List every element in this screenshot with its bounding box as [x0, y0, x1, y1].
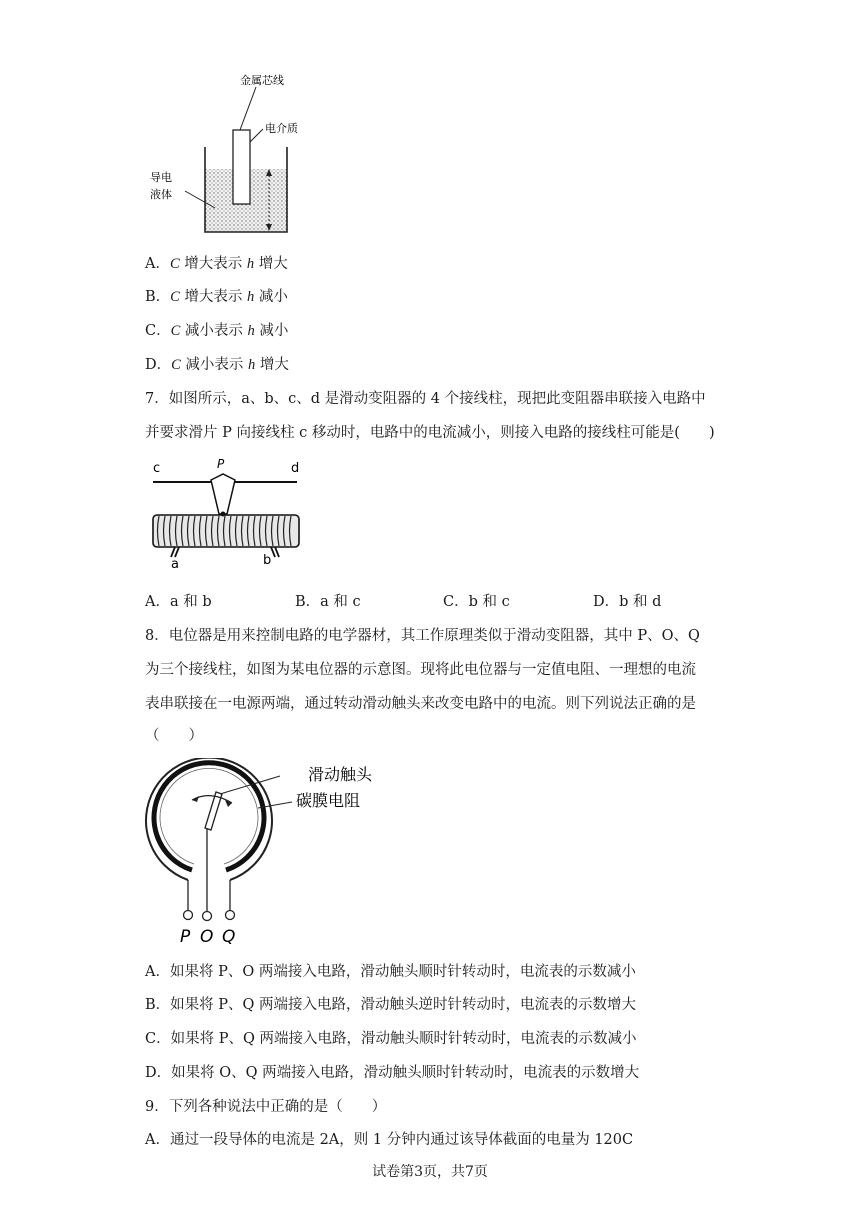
q8-option-a: A．如果将 P、O 两端接入电路，滑动触头顺时针转动时，电流表的示数减小 [145, 964, 636, 980]
q6-option-c: C．C 减小表示 h 减小 [145, 323, 289, 339]
slider-p-label: P [217, 457, 225, 471]
terminal-d-label: d [291, 461, 300, 476]
q8-option-d: D．如果将 O、Q 两端接入电路，滑动触头顺时针转动时，电流表的示数增大 [145, 1065, 640, 1081]
terminal-q-label: Q [222, 927, 236, 947]
q6-option-d: D．C 减小表示 h 增大 [145, 357, 289, 373]
q8-option-b: B．如果将 P、Q 两端接入电路，滑动触头逆时针转动时，电流表的示数增大 [145, 997, 637, 1013]
terminal-b-label: b [263, 553, 272, 568]
terminal-o-label: O [200, 927, 214, 947]
q8-stem-line-1: 8．电位器是用来控制电路的电学器材，其工作原理类似于滑动变阻器，其中 P、O、Q [145, 628, 700, 644]
q7-options [145, 592, 705, 612]
q7-stem-line-2: 并要求滑片 P 向接线柱 c 移动时，电路中的电流减小，则接入电路的接线柱可能是( ) [145, 425, 715, 441]
q7-option-c: C．b 和 c [443, 594, 510, 610]
q8-option-c: C．如果将 P、Q 两端接入电路，滑动触头顺时针转动时，电流表的示数减小 [145, 1031, 637, 1047]
q7-option-a: A．a 和 b [145, 594, 212, 610]
q9-option-a: A．通过一段导体的电流是 2A，则 1 分钟内通过该导体截面的电量为 120C [145, 1132, 634, 1148]
q8-stem-line-3: 表串联接在一电源两端，通过转动滑动触头来改变电路中的电流。则下列说法正确的是 [145, 696, 696, 712]
terminal-a-label: a [171, 557, 179, 572]
q8-stem-line-4: （ ） [145, 728, 203, 744]
capacitor-sensor-figure [145, 72, 325, 237]
terminal-p-label: P [180, 927, 191, 947]
terminal-c-label: c [153, 461, 161, 476]
potentiometer-figure [140, 758, 400, 950]
q6-option-a: A．C 增大表示 h 增大 [145, 256, 288, 272]
liquid-label-1: 导电 [150, 171, 172, 184]
liquid-label-2: 液体 [150, 188, 172, 201]
rheostat-figure [145, 456, 310, 572]
q7-option-b: B．a 和 c [295, 594, 361, 610]
q7-option-d: D．b 和 d [593, 594, 662, 610]
page-footer: 试卷第3页，共7页 [372, 1164, 488, 1180]
slider-p [211, 474, 235, 514]
q7-stem-line-1: 7．如图所示，a、b、c、d 是滑动变阻器的 4 个接线柱，现把此变阻器串联接入电路中 [145, 391, 706, 407]
dielectric-sleeve [233, 130, 250, 204]
q6-option-b: B．C 增大表示 h 减小 [145, 289, 288, 305]
sliding-contact-label: 滑动触头 [308, 765, 373, 784]
core-wire-label: 金属芯线 [240, 74, 284, 87]
q9-stem: 9．下列各种说法中正确的是（ ） [145, 1099, 387, 1115]
carbon-film-label: 碳膜电阻 [296, 791, 361, 810]
dielectric-label: 电介质 [265, 122, 298, 135]
q8-stem-line-2: 为三个接线柱，如图为某电位器的示意图。现将此电位器与一定值电阻、一理想的电流 [145, 662, 696, 678]
